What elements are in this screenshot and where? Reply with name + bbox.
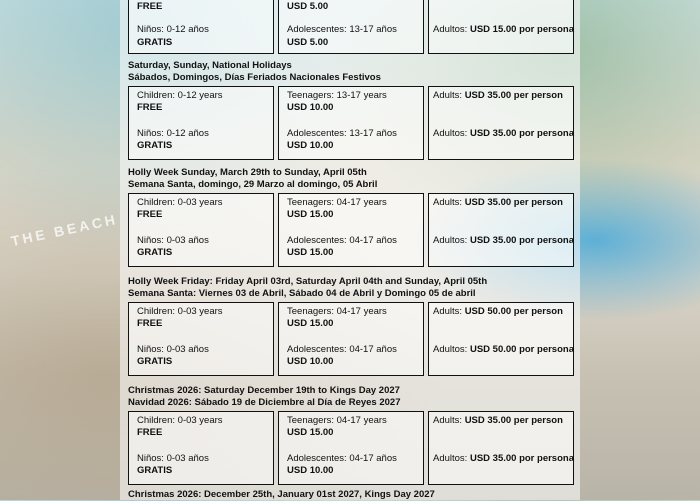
price-section-christmas [128, 385, 578, 476]
teen-price-box: USD 5.00 Adolescentes: 13-17 años USD 5.00 [278, 0, 424, 54]
adult-price-box: Adults: USD 50.00 per person Adultos: USD 50.00 por persona [428, 302, 574, 376]
price-section-holy-week [128, 167, 578, 258]
section-heading-es: Sábados, Domingos, Días Feriados Nacionales Festivos [128, 72, 381, 83]
teen-price-box: Teenagers: 04-17 years USD 15.00 Adolescentes: 04-17 años USD 10.00 [278, 302, 424, 376]
children-price-box: Children: 0-03 years FREE Niños: 0-03 años GRATIS [128, 411, 274, 485]
children-price-box: Children: 0-03 years FREE Niños: 0-03 años GRATIS [128, 302, 274, 376]
section-heading-es: Semana Santa, domingo, 29 Marzo al domingo, 05 Abril [128, 179, 378, 190]
adult-price-box: Adults: USD 35.00 per person Adultos: USD 35.00 por persona [428, 86, 574, 160]
price-section-holy-week-friday [128, 276, 578, 367]
teen-price-box: Teenagers: 04-17 years USD 15.00 Adolescentes: 04-17 años USD 15.00 [278, 193, 424, 267]
section-heading-en: Saturday, Sunday, National Holidays [128, 60, 292, 71]
watermark: THE BEACH [9, 210, 120, 250]
teen-price-box: Teenagers: 13-17 years USD 10.00 Adolescentes: 13-17 años USD 10.00 [278, 86, 424, 160]
adult-price-box: Adultos: USD 15.00 por persona [428, 0, 574, 54]
adult-price-box: Adults: USD 35.00 per person Adultos: USD 35.00 por persona [428, 193, 574, 267]
section-heading-es: Semana Santa: Viernes 03 de Abril, Sábado 04 de Abril y Domingo 05 de abril [128, 288, 476, 299]
children-price-box: FREE Niños: 0-12 años GRATIS [128, 0, 274, 54]
section-heading-en: Christmas 2026: December 25th, January 01st 2027, Kings Day 2027 [128, 489, 435, 500]
section-heading-es: Navidad 2026: Sábado 19 de Diciembre al Día de Reyes 2027 [128, 397, 401, 408]
section-heading-en: Holly Week Friday: Friday April 03rd, Saturday April 04th and Sunday, April 05th [128, 276, 488, 287]
price-section-christmas-days [128, 489, 578, 501]
section-heading-en: Christmas 2026: Saturday December 19th to Kings Day 2027 [128, 385, 400, 396]
price-section-weekends [128, 60, 578, 151]
adult-price-box: Adults: USD 35.00 per person Adultos: USD 35.00 por persona [428, 411, 574, 485]
children-price-box: Children: 0-12 years FREE Niños: 0-12 años GRATIS [128, 86, 274, 160]
teen-price-box: Teenagers: 04-17 years USD 15.00 Adolescentes: 04-17 años USD 10.00 [278, 411, 424, 485]
section-heading-en: Holly Week Sunday, March 29th to Sunday, April 05th [128, 167, 367, 178]
children-price-box: Children: 0-03 years FREE Niños: 0-03 años GRATIS [128, 193, 274, 267]
